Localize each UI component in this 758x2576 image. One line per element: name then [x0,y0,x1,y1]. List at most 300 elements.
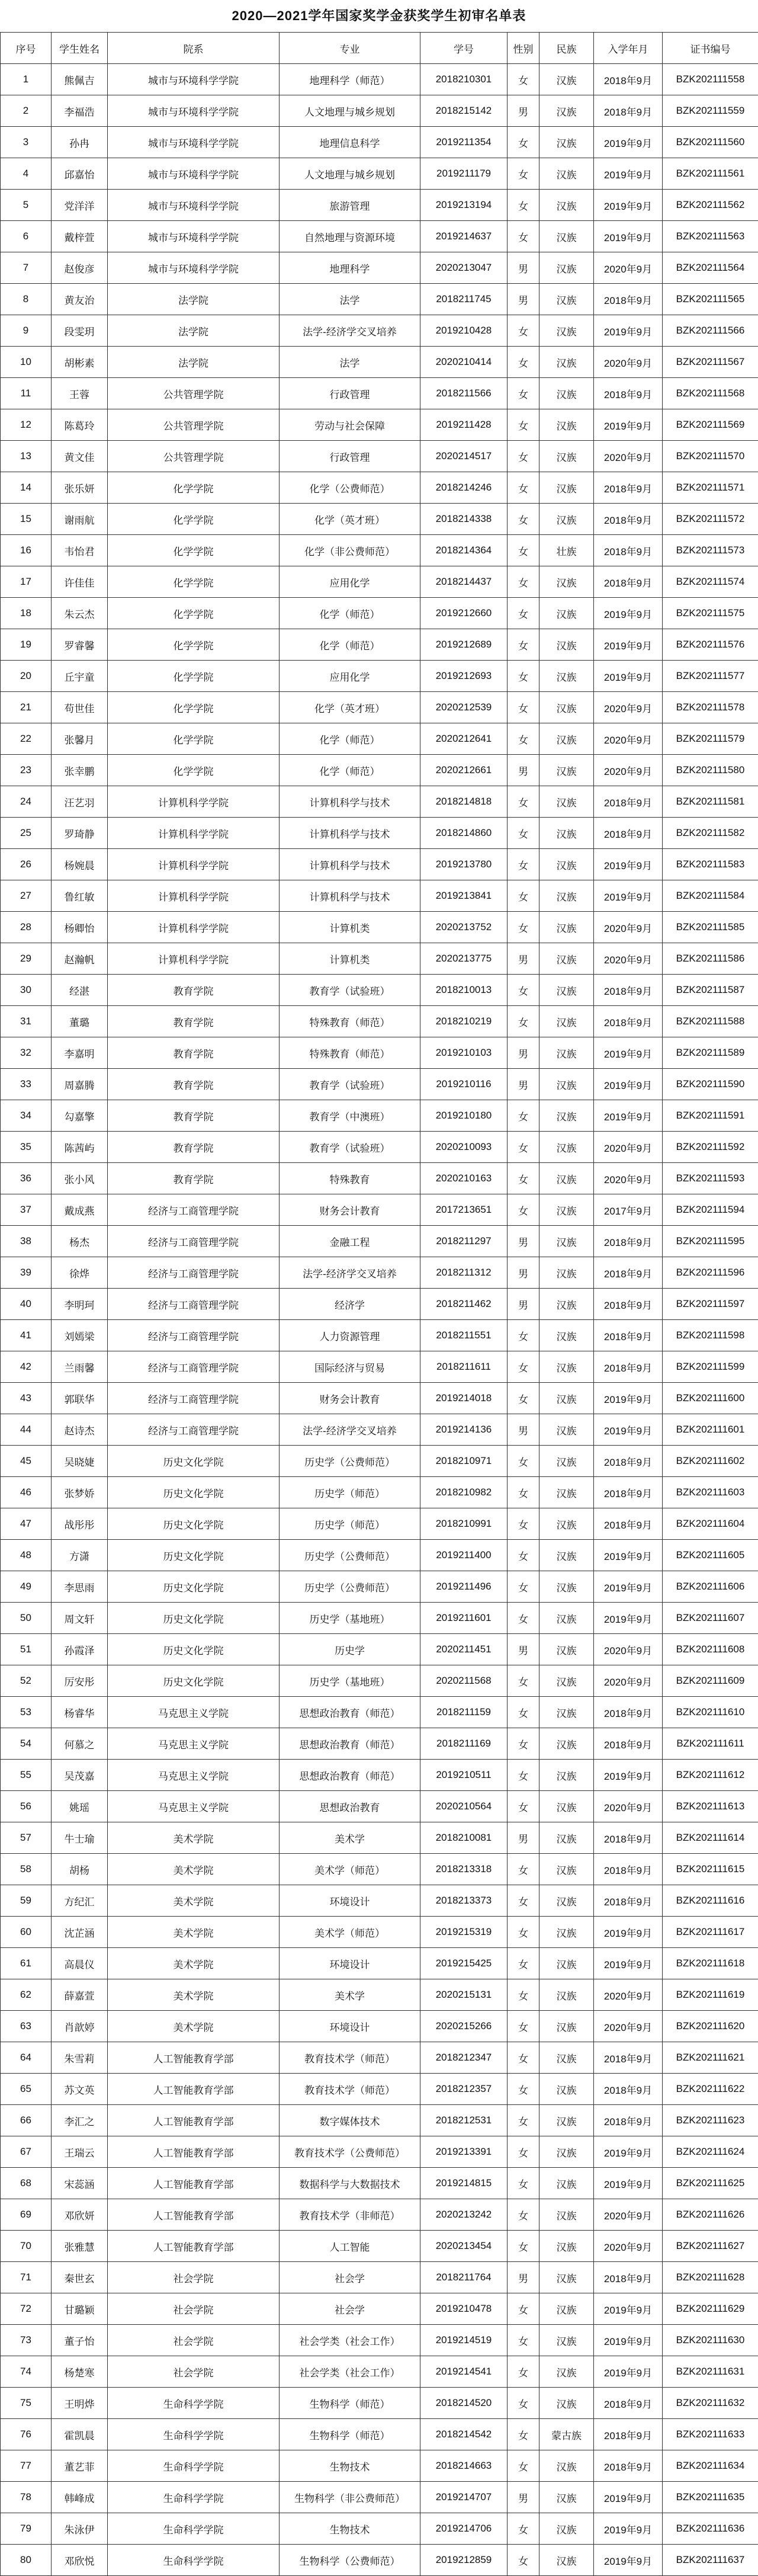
cell-student-name: 经湛 [52,975,108,1006]
cell-ethnicity: 汉族 [539,315,594,347]
cell-student-name: 许佳佳 [52,566,108,598]
cell-certificate: BZK202111562 [663,190,758,221]
cell-gender: 女 [508,2136,539,2168]
cell-enrollment: 2019年9月 [594,1917,663,1948]
cell-department: 化学学院 [108,661,280,692]
header-student-name: 学生姓名 [52,33,108,64]
cell-student-id: 2019214707 [420,2482,508,2513]
cell-major: 社会学 [280,2293,420,2325]
cell-seq: 49 [1,1571,52,1603]
cell-ethnicity: 汉族 [539,1194,594,1226]
cell-department: 化学学院 [108,535,280,566]
cell-student-id: 2018212531 [420,2105,508,2136]
cell-gender: 女 [508,472,539,504]
cell-enrollment: 2018年9月 [594,64,663,95]
cell-student-id: 2018211159 [420,1697,508,1728]
cell-student-name: 王蓉 [52,378,108,409]
cell-major: 行政管理 [280,441,420,472]
cell-certificate: BZK202111594 [663,1194,758,1226]
cell-student-id: 2019212693 [420,661,508,692]
cell-certificate: BZK202111615 [663,1854,758,1885]
cell-ethnicity: 汉族 [539,1822,594,1854]
cell-student-name: 韩峰成 [52,2482,108,2513]
cell-major: 美术学（师范） [280,1917,420,1948]
cell-student-name: 韦怡君 [52,535,108,566]
cell-department: 生命科学学院 [108,2450,280,2482]
cell-gender: 女 [508,535,539,566]
cell-enrollment: 2018年9月 [594,1257,663,1289]
cell-gender: 女 [508,2325,539,2356]
cell-student-id: 2019211400 [420,1540,508,1571]
cell-certificate: BZK202111566 [663,315,758,347]
cell-enrollment: 2018年9月 [594,472,663,504]
cell-student-id: 2018214364 [420,535,508,566]
table-row [1,158,758,190]
cell-certificate: BZK202111558 [663,64,758,95]
cell-gender: 女 [508,1885,539,1917]
cell-gender: 女 [508,158,539,190]
cell-major: 美术学 [280,1979,420,2011]
cell-major: 历史学 [280,1634,420,1665]
cell-student-id: 2019215425 [420,1948,508,1979]
cell-gender: 男 [508,284,539,315]
table-row [1,2293,758,2325]
cell-seq: 36 [1,1163,52,1194]
cell-ethnicity: 汉族 [539,1257,594,1289]
cell-seq: 33 [1,1069,52,1100]
cell-certificate: BZK202111591 [663,1100,758,1132]
cell-student-name: 沈芷涵 [52,1917,108,1948]
cell-certificate: BZK202111602 [663,1446,758,1477]
cell-department: 城市与环境科学学院 [108,158,280,190]
cell-ethnicity: 汉族 [539,2011,594,2042]
cell-gender: 女 [508,1477,539,1508]
cell-department: 教育学院 [108,1069,280,1100]
header-student-id: 学号 [420,33,508,64]
cell-student-id: 2019214018 [420,1383,508,1414]
cell-seq: 48 [1,1540,52,1571]
table-row [1,1854,758,1885]
table-row [1,1132,758,1163]
cell-student-id: 2019213194 [420,190,508,221]
cell-gender: 女 [508,1194,539,1226]
cell-major: 地理科学 [280,252,420,284]
cell-student-id: 2018210982 [420,1477,508,1508]
cell-department: 人工智能教育学部 [108,2199,280,2231]
cell-certificate: BZK202111622 [663,2074,758,2105]
cell-enrollment: 2019年9月 [594,2168,663,2199]
cell-major: 地理信息科学 [280,127,420,158]
cell-enrollment: 2019年9月 [594,127,663,158]
cell-gender: 女 [508,566,539,598]
cell-enrollment: 2017年9月 [594,1194,663,1226]
cell-ethnicity: 汉族 [539,849,594,880]
cell-enrollment: 2019年9月 [594,190,663,221]
cell-department: 美术学院 [108,1948,280,1979]
cell-certificate: BZK202111625 [663,2168,758,2199]
cell-gender: 女 [508,1100,539,1132]
cell-ethnicity: 蒙古族 [539,2419,594,2450]
cell-student-id: 2018211566 [420,378,508,409]
cell-ethnicity: 汉族 [539,1603,594,1634]
cell-seq: 76 [1,2419,52,2450]
cell-certificate: BZK202111616 [663,1885,758,1917]
cell-student-name: 董艺菲 [52,2450,108,2482]
cell-enrollment: 2019年9月 [594,1760,663,1791]
cell-major: 计算机科学与技术 [280,786,420,818]
cell-department: 计算机科学学院 [108,943,280,975]
table-row [1,849,758,880]
cell-ethnicity: 汉族 [539,2545,594,2576]
cell-department: 社会学院 [108,2293,280,2325]
table-row [1,95,758,127]
cell-enrollment: 2020年9月 [594,1132,663,1163]
cell-enrollment: 2018年9月 [594,1446,663,1477]
cell-gender: 女 [508,1540,539,1571]
cell-department: 社会学院 [108,2325,280,2356]
cell-enrollment: 2018年9月 [594,2450,663,2482]
cell-student-id: 2020210163 [420,1163,508,1194]
cell-major: 历史学（公费师范） [280,1571,420,1603]
cell-seq: 79 [1,2513,52,2545]
cell-enrollment: 2019年9月 [594,1069,663,1100]
table-row [1,1320,758,1351]
cell-gender: 男 [508,1069,539,1100]
cell-certificate: BZK202111595 [663,1226,758,1257]
table-row [1,629,758,661]
cell-department: 历史文化学院 [108,1540,280,1571]
cell-seq: 7 [1,252,52,284]
cell-gender: 女 [508,315,539,347]
cell-student-name: 吴晓婕 [52,1446,108,1477]
cell-ethnicity: 汉族 [539,1917,594,1948]
cell-student-id: 2018213373 [420,1885,508,1917]
cell-student-name: 董璐 [52,1006,108,1037]
cell-student-name: 胡彬素 [52,347,108,378]
cell-certificate: BZK202111626 [663,2199,758,2231]
cell-student-id: 2018210219 [420,1006,508,1037]
cell-student-name: 谢雨航 [52,504,108,535]
cell-certificate: BZK202111589 [663,1037,758,1069]
cell-student-name: 张梦娇 [52,1477,108,1508]
cell-seq: 65 [1,2074,52,2105]
cell-major: 财务会计教育 [280,1383,420,1414]
cell-ethnicity: 汉族 [539,221,594,252]
cell-gender: 女 [508,1571,539,1603]
cell-student-id: 2019210428 [420,315,508,347]
cell-student-id: 2018211611 [420,1351,508,1383]
table-row [1,692,758,723]
cell-enrollment: 2019年9月 [594,221,663,252]
cell-gender: 女 [508,975,539,1006]
cell-seq: 71 [1,2262,52,2293]
cell-student-name: 赵瀚帆 [52,943,108,975]
cell-student-name: 段雯玥 [52,315,108,347]
cell-seq: 43 [1,1383,52,1414]
cell-certificate: BZK202111575 [663,598,758,629]
table-row [1,2388,758,2419]
cell-certificate: BZK202111576 [663,629,758,661]
cell-certificate: BZK202111572 [663,504,758,535]
cell-student-name: 薛嘉萱 [52,1979,108,2011]
cell-student-name: 张小风 [52,1163,108,1194]
cell-seq: 9 [1,315,52,347]
cell-student-id: 2020211568 [420,1665,508,1697]
cell-gender: 女 [508,661,539,692]
cell-student-id: 2018214542 [420,2419,508,2450]
cell-ethnicity: 汉族 [539,1508,594,1540]
cell-seq: 59 [1,1885,52,1917]
cell-seq: 44 [1,1414,52,1446]
cell-department: 化学学院 [108,598,280,629]
cell-department: 历史文化学院 [108,1634,280,1665]
cell-certificate: BZK202111569 [663,409,758,441]
cell-department: 计算机科学学院 [108,912,280,943]
table-row [1,1760,758,1791]
cell-gender: 女 [508,127,539,158]
cell-major: 历史学（基地班） [280,1665,420,1697]
cell-seq: 6 [1,221,52,252]
cell-department: 化学学院 [108,692,280,723]
cell-major: 美术学（师范） [280,1854,420,1885]
cell-seq: 58 [1,1854,52,1885]
cell-ethnicity: 汉族 [539,347,594,378]
cell-major: 环境设计 [280,2011,420,2042]
table-row [1,221,758,252]
cell-major: 生物技术 [280,2450,420,2482]
cell-ethnicity: 汉族 [539,2356,594,2388]
table-row [1,1634,758,1665]
table-row [1,786,758,818]
cell-seq: 2 [1,95,52,127]
cell-certificate: BZK202111561 [663,158,758,190]
cell-student-name: 李明珂 [52,1289,108,1320]
table-row [1,755,758,786]
cell-student-id: 2019211428 [420,409,508,441]
cell-major: 社会学 [280,2262,420,2293]
cell-certificate: BZK202111636 [663,2513,758,2545]
cell-enrollment: 2019年9月 [594,1100,663,1132]
cell-major: 教育学（试验班） [280,975,420,1006]
cell-ethnicity: 汉族 [539,786,594,818]
cell-major: 历史学（基地班） [280,1603,420,1634]
cell-student-name: 陈茜屿 [52,1132,108,1163]
cell-gender: 女 [508,64,539,95]
cell-enrollment: 2020年9月 [594,912,663,943]
cell-department: 历史文化学院 [108,1603,280,1634]
cell-enrollment: 2020年9月 [594,252,663,284]
cell-student-name: 杨睿华 [52,1697,108,1728]
cell-gender: 女 [508,1917,539,1948]
cell-seq: 64 [1,2042,52,2074]
cell-certificate: BZK202111574 [663,566,758,598]
header-row [1,33,758,64]
cell-gender: 女 [508,1760,539,1791]
cell-certificate: BZK202111565 [663,284,758,315]
cell-enrollment: 2018年9月 [594,1477,663,1508]
cell-seq: 70 [1,2231,52,2262]
cell-ethnicity: 汉族 [539,409,594,441]
table-row [1,2136,758,2168]
header-gender: 性别 [508,33,539,64]
cell-gender: 男 [508,1037,539,1069]
cell-gender: 女 [508,2545,539,2576]
cell-ethnicity: 汉族 [539,880,594,912]
table-row [1,1822,758,1854]
cell-student-name: 张乐妍 [52,472,108,504]
cell-major: 计算机科学与技术 [280,818,420,849]
cell-gender: 女 [508,912,539,943]
cell-department: 人工智能教育学部 [108,2231,280,2262]
cell-enrollment: 2018年9月 [594,566,663,598]
cell-enrollment: 2018年9月 [594,2262,663,2293]
cell-major: 教育技术学（公费师范） [280,2136,420,2168]
cell-department: 公共管理学院 [108,409,280,441]
cell-department: 城市与环境科学学院 [108,252,280,284]
cell-gender: 女 [508,1006,539,1037]
cell-certificate: BZK202111637 [663,2545,758,2576]
cell-certificate: BZK202111583 [663,849,758,880]
cell-gender: 女 [508,598,539,629]
cell-major: 自然地理与资源环境 [280,221,420,252]
table-row [1,1697,758,1728]
cell-certificate: BZK202111597 [663,1289,758,1320]
table-row [1,661,758,692]
cell-seq: 16 [1,535,52,566]
cell-major: 金融工程 [280,1226,420,1257]
table-row [1,1508,758,1540]
cell-enrollment: 2019年9月 [594,2293,663,2325]
cell-gender: 女 [508,692,539,723]
cell-enrollment: 2018年9月 [594,1885,663,1917]
cell-major: 化学（英才班） [280,504,420,535]
cell-gender: 男 [508,2262,539,2293]
cell-ethnicity: 汉族 [539,692,594,723]
table-row [1,127,758,158]
cell-ethnicity: 汉族 [539,1571,594,1603]
cell-certificate: BZK202111601 [663,1414,758,1446]
cell-student-name: 陈葛玲 [52,409,108,441]
cell-enrollment: 2018年9月 [594,284,663,315]
cell-ethnicity: 汉族 [539,1791,594,1822]
cell-gender: 女 [508,1854,539,1885]
cell-student-name: 杨卿怡 [52,912,108,943]
cell-ethnicity: 汉族 [539,598,594,629]
cell-major: 教育技术学（师范） [280,2042,420,2074]
cell-major: 环境设计 [280,1948,420,1979]
table-row [1,2325,758,2356]
table-row [1,1571,758,1603]
cell-enrollment: 2019年9月 [594,2513,663,2545]
cell-student-name: 苏文英 [52,2074,108,2105]
cell-seq: 11 [1,378,52,409]
cell-student-name: 苟世佳 [52,692,108,723]
cell-student-id: 2018214860 [420,818,508,849]
cell-student-name: 姚瑶 [52,1791,108,1822]
table-row [1,566,758,598]
cell-student-id: 2020213242 [420,2199,508,2231]
table-row [1,1414,758,1446]
cell-certificate: BZK202111607 [663,1603,758,1634]
cell-major: 人文地理与城乡规划 [280,158,420,190]
cell-seq: 39 [1,1257,52,1289]
cell-major: 人力资源管理 [280,1320,420,1351]
cell-student-id: 2018210971 [420,1446,508,1477]
cell-department: 生命科学学院 [108,2482,280,2513]
cell-student-name: 董子怡 [52,2325,108,2356]
cell-major: 国际经济与贸易 [280,1351,420,1383]
cell-student-id: 2020214517 [420,441,508,472]
table-row [1,943,758,975]
cell-gender: 女 [508,1791,539,1822]
cell-seq: 60 [1,1917,52,1948]
cell-student-id: 2018210301 [420,64,508,95]
cell-student-name: 邱嘉怡 [52,158,108,190]
cell-seq: 15 [1,504,52,535]
cell-seq: 20 [1,661,52,692]
table-row [1,1289,758,1320]
cell-certificate: BZK202111563 [663,221,758,252]
cell-certificate: BZK202111611 [663,1728,758,1760]
cell-department: 经济与工商管理学院 [108,1320,280,1351]
cell-enrollment: 2020年9月 [594,692,663,723]
cell-student-name: 朱泳伊 [52,2513,108,2545]
cell-certificate: BZK202111608 [663,1634,758,1665]
cell-major: 教育学（试验班） [280,1069,420,1100]
cell-student-name: 李汇之 [52,2105,108,2136]
cell-ethnicity: 汉族 [539,1351,594,1383]
cell-certificate: BZK202111621 [663,2042,758,2074]
cell-major: 化学（师范） [280,598,420,629]
cell-enrollment: 2019年9月 [594,2545,663,2576]
table-row [1,1100,758,1132]
cell-student-name: 朱雪莉 [52,2042,108,2074]
cell-ethnicity: 汉族 [539,1665,594,1697]
cell-ethnicity: 汉族 [539,2168,594,2199]
cell-gender: 女 [508,2074,539,2105]
table-row [1,441,758,472]
cell-seq: 51 [1,1634,52,1665]
cell-seq: 50 [1,1603,52,1634]
cell-certificate: BZK202111580 [663,755,758,786]
cell-ethnicity: 汉族 [539,1289,594,1320]
cell-student-name: 张幸鹏 [52,755,108,786]
cell-student-id: 2019210116 [420,1069,508,1100]
cell-gender: 女 [508,1446,539,1477]
cell-ethnicity: 汉族 [539,629,594,661]
cell-department: 城市与环境科学学院 [108,64,280,95]
cell-student-name: 徐烨 [52,1257,108,1289]
cell-seq: 45 [1,1446,52,1477]
cell-gender: 女 [508,849,539,880]
cell-enrollment: 2018年9月 [594,1320,663,1351]
cell-enrollment: 2018年9月 [594,2042,663,2074]
cell-certificate: BZK202111573 [663,535,758,566]
cell-student-name: 何慕之 [52,1728,108,1760]
table-row [1,2074,758,2105]
cell-ethnicity: 汉族 [539,378,594,409]
cell-enrollment: 2019年9月 [594,849,663,880]
cell-major: 生物科学（公费师范） [280,2545,420,2576]
header-certificate: 证书编号 [663,33,758,64]
cell-department: 教育学院 [108,975,280,1006]
cell-gender: 女 [508,2450,539,2482]
cell-seq: 24 [1,786,52,818]
cell-enrollment: 2019年9月 [594,2356,663,2388]
cell-certificate: BZK202111630 [663,2325,758,2356]
cell-certificate: BZK202111617 [663,1917,758,1948]
cell-student-name: 杨楚寒 [52,2356,108,2388]
